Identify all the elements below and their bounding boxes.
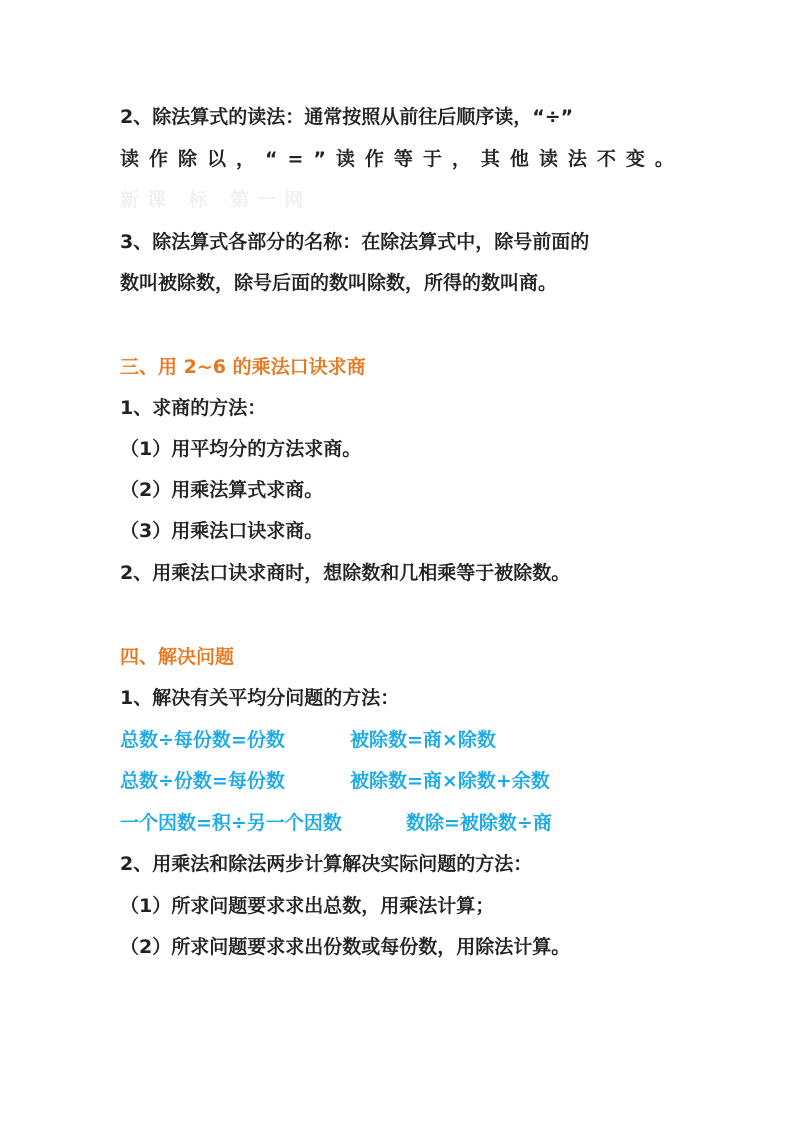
watermark-text: 新课 标 第一网: [120, 189, 312, 211]
equal-division-methods-title: 1、解决有关平均分问题的方法：: [120, 687, 400, 709]
division-parts-rule-line-1: 3、除法算式各部分的名称：在除法算式中，除号前面的: [120, 231, 590, 253]
section-heading-problem-solving: 四、解决问题: [120, 646, 235, 668]
quotient-method-1: （1）用平均分的方法求商。: [120, 438, 362, 460]
quotient-method-3: （3）用乘法口诀求商。: [120, 520, 324, 542]
formula-row-1: [120, 728, 496, 752]
formula-left: 总数÷每份数=份数: [120, 729, 285, 751]
division-reading-rule-line-2: 读作除以，“=”读作等于，其他读法不变。: [120, 148, 684, 170]
quotient-multiplication-rule: 2、用乘法口诀求商时，想除数和几相乘等于被除数。: [120, 562, 571, 584]
formula-row-2: [120, 769, 550, 793]
formula-row-3: [120, 811, 552, 835]
formula-left: 一个因数=积÷另一个因数: [120, 812, 342, 834]
two-step-methods-title: 2、用乘法和除法两步计算解决实际问题的方法：: [120, 853, 533, 875]
two-step-method-2: （2）所求问题要求求出份数或每份数，用除法计算。: [120, 936, 571, 958]
formula-right: 被除数=商×除数+余数: [350, 770, 550, 792]
formula-right: 数除=被除数÷商: [406, 812, 552, 834]
quotient-methods-title: 1、求商的方法：: [120, 397, 267, 419]
formula-left: 总数÷份数=每份数: [120, 770, 285, 792]
two-step-method-1: （1）所求问题要求求出总数，用乘法计算；: [120, 895, 495, 917]
quotient-method-2: （2）用乘法算式求商。: [120, 479, 324, 501]
division-reading-rule-line-1: 2、除法算式的读法：通常按照从前往后顺序读，“÷”: [120, 106, 574, 128]
formula-right: 被除数=商×除数: [350, 729, 496, 751]
section-heading-multiplication-quotient: 三、用 2~6 的乘法口诀求商: [120, 356, 366, 378]
division-parts-rule-line-2: 数叫被除数，除号后面的数叫除数，所得的数叫商。: [120, 272, 558, 294]
